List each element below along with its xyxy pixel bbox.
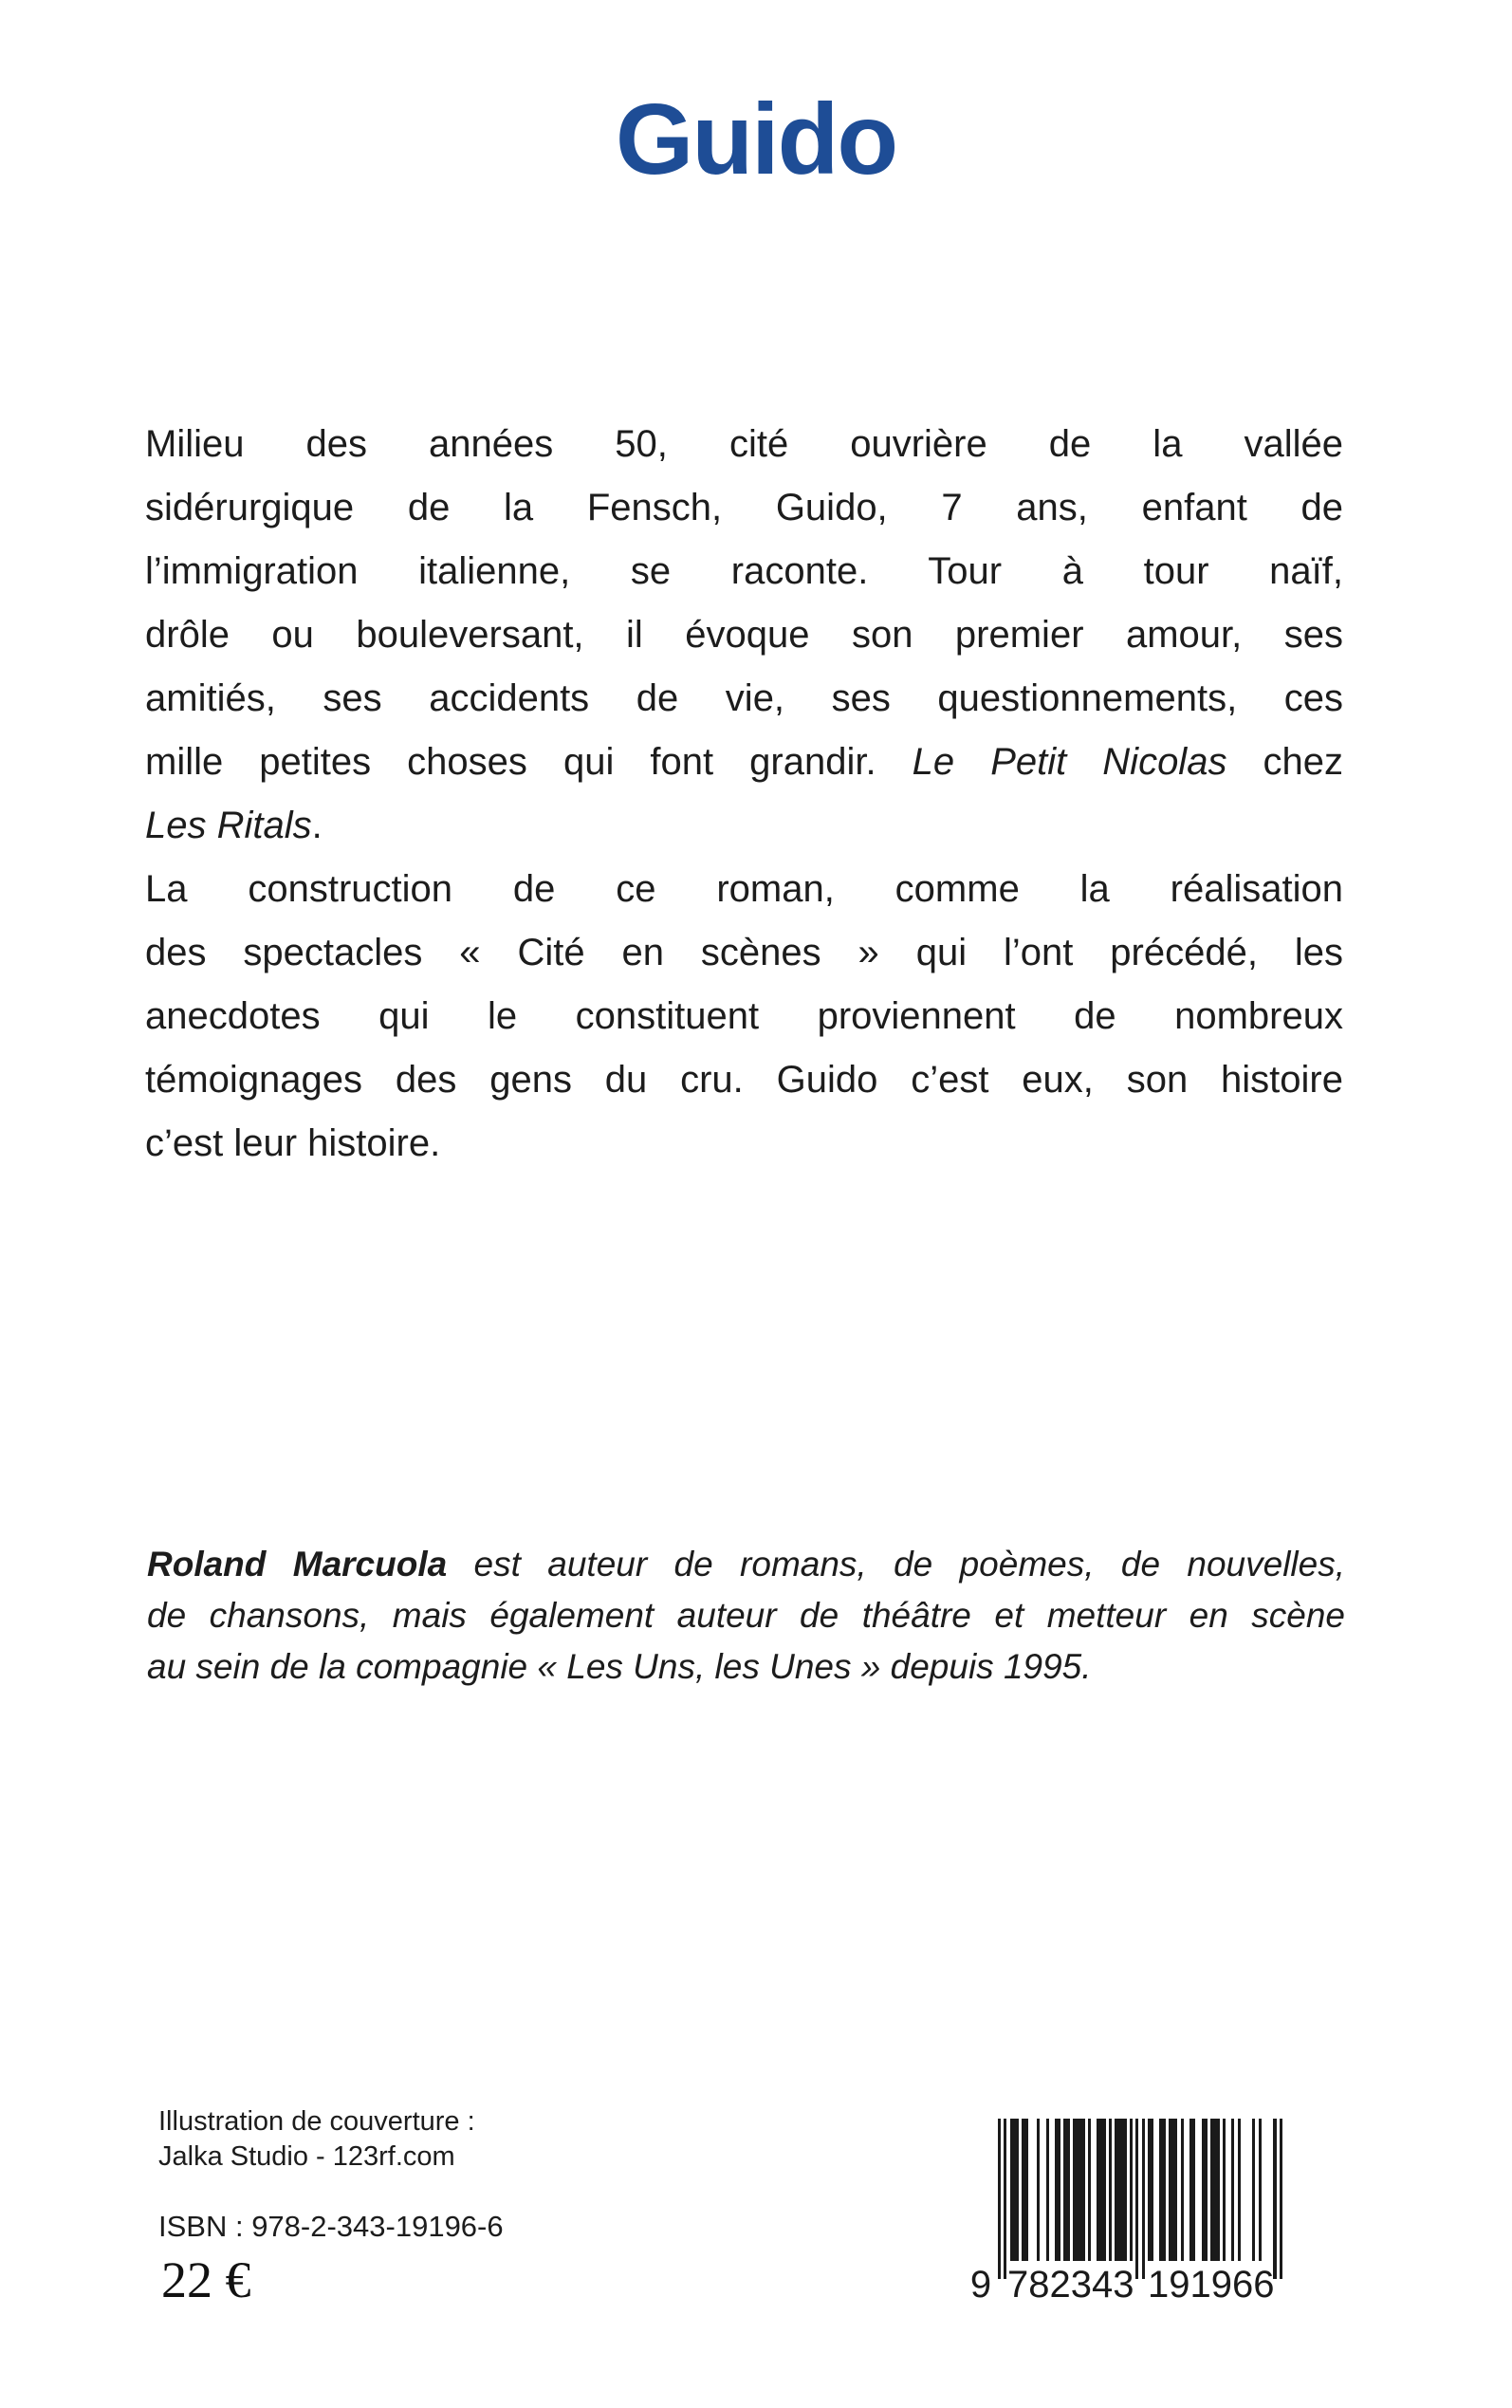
- text-line: [145, 1048, 1343, 1112]
- text-segment: chez: [1226, 741, 1343, 783]
- book-title: Guido: [615, 83, 897, 195]
- text-segment: La construction de ce roman, comme la réalisation: [145, 868, 1343, 910]
- author-bio: [147, 1539, 1345, 1693]
- text-segment: mille petites choses qui font grandir.: [145, 741, 913, 783]
- text-segment: drôle ou bouleversant, il évoque son premier amour, ses: [145, 614, 1343, 656]
- text-line: [147, 1590, 1345, 1641]
- barcode-bars: [998, 2119, 1282, 2279]
- synopsis-text: [145, 413, 1343, 1176]
- emphasized-text: Les Ritals: [145, 805, 312, 846]
- text-segment: témoignages des gens du cru. Guido c’est eux, son histoire: [145, 1059, 1343, 1101]
- text-line: [145, 921, 1343, 985]
- text-segment: est auteur de romans, de poèmes, de nouvelles,: [447, 1545, 1345, 1584]
- text-line: [145, 476, 1343, 540]
- text-line: [145, 603, 1343, 667]
- text-segment: c’est leur histoire.: [145, 1122, 441, 1164]
- text-line: [145, 413, 1343, 476]
- text-segment: .: [311, 805, 323, 846]
- credit-line-1: Illustration de couverture :: [158, 2106, 475, 2137]
- text-line: [145, 985, 1343, 1048]
- text-line: [145, 667, 1343, 731]
- text-line: [145, 794, 1343, 858]
- text-segment: l’immigration italienne, se raconte. Tour à tour naïf,: [145, 550, 1343, 592]
- text-segment: de chansons, mais également auteur de théâtre et metteur en scène: [147, 1596, 1345, 1635]
- text-line: [145, 1112, 1343, 1176]
- ean13-barcode: [968, 2119, 1295, 2308]
- emphasized-text: Le Petit Nicolas: [912, 741, 1227, 783]
- barcode-module: [1280, 2119, 1282, 2279]
- barcode-digits-group1: 782343: [1007, 2264, 1134, 2306]
- text-line: [147, 1641, 1345, 1693]
- barcode-digit-prefix: 9: [969, 2264, 992, 2306]
- price-text: 22 €: [161, 2251, 251, 2308]
- cover-illustration-credit: [158, 2104, 475, 2175]
- text-line: [147, 1539, 1345, 1590]
- emphasized-text: Roland Marcuola: [147, 1545, 448, 1584]
- text-segment: sidérurgique de la Fensch, Guido, 7 ans, enfant de: [145, 487, 1343, 528]
- isbn-text: ISBN : 978-2-343-19196-6: [158, 2210, 504, 2243]
- text-segment: anecdotes qui le constituent proviennent de nombreux: [145, 995, 1343, 1037]
- text-segment: au sein de la compagnie « Les Uns, les Unes » depuis 1995.: [147, 1647, 1092, 1686]
- text-segment: des spectacles « Cité en scènes » qui l’ont précédé, les: [145, 932, 1343, 973]
- credit-line-2: Jalka Studio - 123rf.com: [158, 2141, 455, 2172]
- text-line: [145, 540, 1343, 603]
- text-line: [145, 858, 1343, 921]
- barcode-digits-group2: 191966: [1148, 2264, 1275, 2306]
- text-line: [145, 731, 1343, 794]
- text-segment: amitiés, ses accidents de vie, ses questionnements, ces: [145, 677, 1343, 719]
- text-segment: Milieu des années 50, cité ouvrière de la vallée: [145, 423, 1343, 465]
